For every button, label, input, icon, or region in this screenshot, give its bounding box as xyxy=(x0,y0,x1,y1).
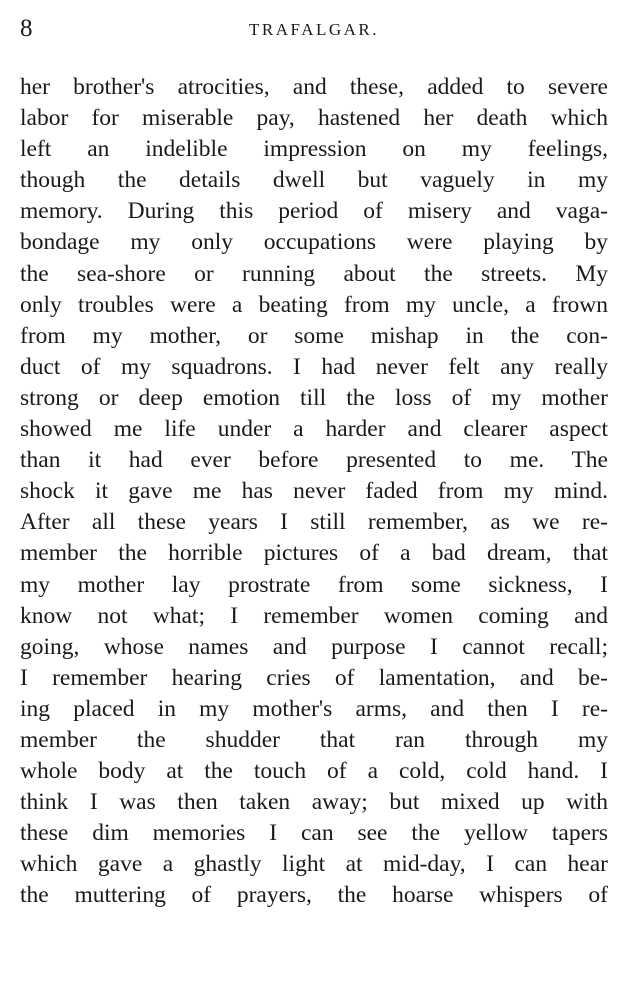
page-number: 8 xyxy=(20,15,33,42)
text-line: labor for miserable pay, hastened her death which xyxy=(20,105,608,132)
text-line: the muttering of prayers, the hoarse whispers of xyxy=(20,882,608,909)
text-line: I remember hearing cries of lamentation, and be- xyxy=(20,664,608,691)
text-line: whole body at the touch of a cold, cold hand. I xyxy=(20,758,608,785)
body-text xyxy=(20,72,608,912)
text-line: strong or deep emotion till the loss of my mother xyxy=(20,384,608,411)
text-line: know not what; I remember women coming and xyxy=(20,602,608,629)
text-line: from my mother, or some mishap in the con- xyxy=(20,322,608,349)
text-line: showed me life under a harder and clearer aspect xyxy=(20,416,608,443)
running-title: TRAFALGAR. xyxy=(249,20,379,39)
text-line: which gave a ghastly light at mid-day, I can hear xyxy=(20,851,608,878)
text-line: going, whose names and purpose I cannot recall; xyxy=(20,633,608,660)
text-line: think I was then taken away; but mixed up with xyxy=(20,789,608,816)
text-line: ing placed in my mother's arms, and then I re- xyxy=(20,695,608,722)
page-header xyxy=(20,14,608,44)
text-line: member the horrible pictures of a bad dream, that xyxy=(20,540,608,567)
text-line: left an indelible impression on my feelings, xyxy=(20,136,608,163)
text-line: her brother's atrocities, and these, added to severe xyxy=(20,74,608,100)
text-line: than it had ever before presented to me. The xyxy=(20,447,608,474)
text-line: After all these years I still remember, as we re- xyxy=(20,509,608,536)
text-line: bondage my only occupations were playing by xyxy=(20,229,608,256)
text-line: these dim memories I can see the yellow tapers xyxy=(20,820,608,847)
text-line: though the details dwell but vaguely in my xyxy=(20,167,608,194)
text-line: duct of my squadrons. I had never felt any really xyxy=(20,353,608,380)
text-line: the sea-shore or running about the streets. My xyxy=(20,260,608,287)
text-line: only troubles were a beating from my uncle, a frown xyxy=(20,291,608,318)
text-line: member the shudder that ran through my xyxy=(20,726,608,753)
text-line: memory. During this period of misery and vaga- xyxy=(20,198,608,225)
text-line: my mother lay prostrate from some sickness, I xyxy=(20,571,608,598)
text-line: shock it gave me has never faded from my mind. xyxy=(20,478,608,505)
